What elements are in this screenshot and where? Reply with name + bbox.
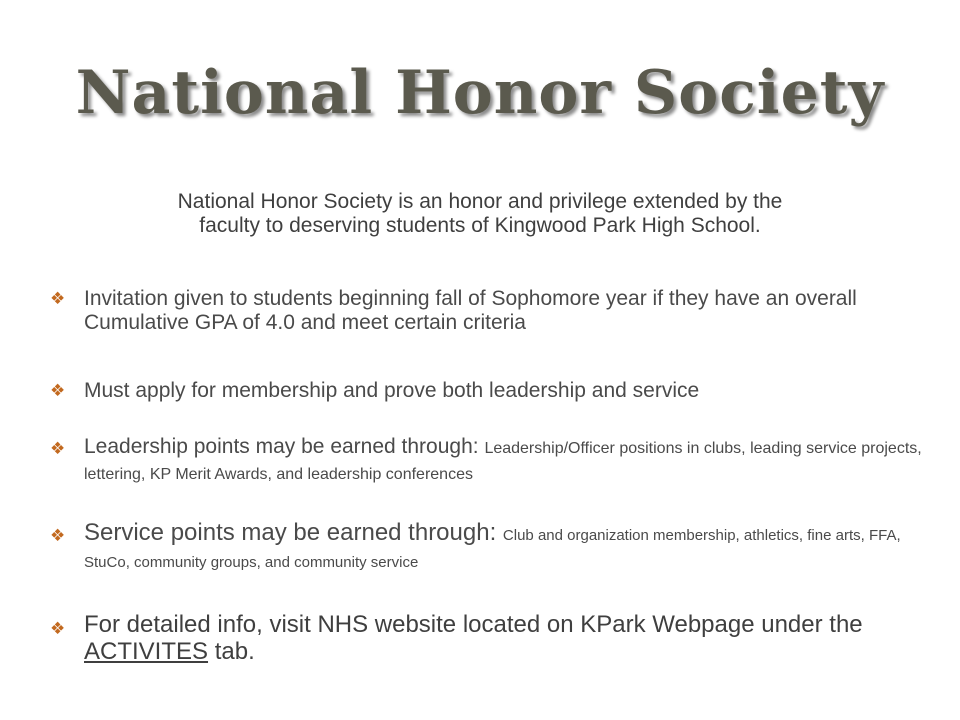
decorative-bullet-icon: ❖: [50, 526, 66, 545]
bullet-lead: Leadership points may be earned through:: [84, 435, 485, 458]
list-item: [50, 611, 930, 665]
bullet-text: Must apply for membership and prove both leadership and service: [84, 379, 700, 402]
intro-line-1: National Honor Society is an honor and privilege extended by the: [177, 190, 783, 213]
bullet-text: Invitation given to students beginning fall of Sophomore year if they have an overall Cumulative GPA of 4.0 and meet certain criteria: [84, 287, 857, 334]
bullet-detail: Club and organization membership, athletics, fine arts, FFA, StuCo, community groups, and community service: [84, 527, 901, 571]
bullet-text-end: tab.: [208, 638, 255, 665]
activities-link[interactable]: ACTIVITES: [84, 638, 209, 665]
bullet-text: For detailed info, visit NHS website located on KPark Webpage under the: [84, 611, 863, 638]
bullet-list: [50, 287, 930, 665]
decorative-bullet-icon: ❖: [50, 289, 66, 308]
intro-line-2: faculty to deserving students of Kingwood Park High School.: [199, 214, 761, 237]
decorative-bullet-icon: ❖: [50, 439, 66, 458]
decorative-bullet-icon: ❖: [50, 381, 66, 400]
list-item: [50, 521, 930, 575]
page-title: National Honor Society: [75, 58, 885, 128]
list-item: [50, 379, 930, 403]
list-item: [50, 435, 930, 487]
list-item: [50, 287, 930, 335]
decorative-bullet-icon: ❖: [50, 619, 66, 638]
intro-paragraph: [60, 190, 900, 238]
bullet-lead: Service points may be earned through:: [84, 519, 503, 546]
bullet-detail: Leadership/Officer positions in clubs, leading service projects, lettering, KP Merit Awards, and leadership conferences: [84, 440, 922, 483]
